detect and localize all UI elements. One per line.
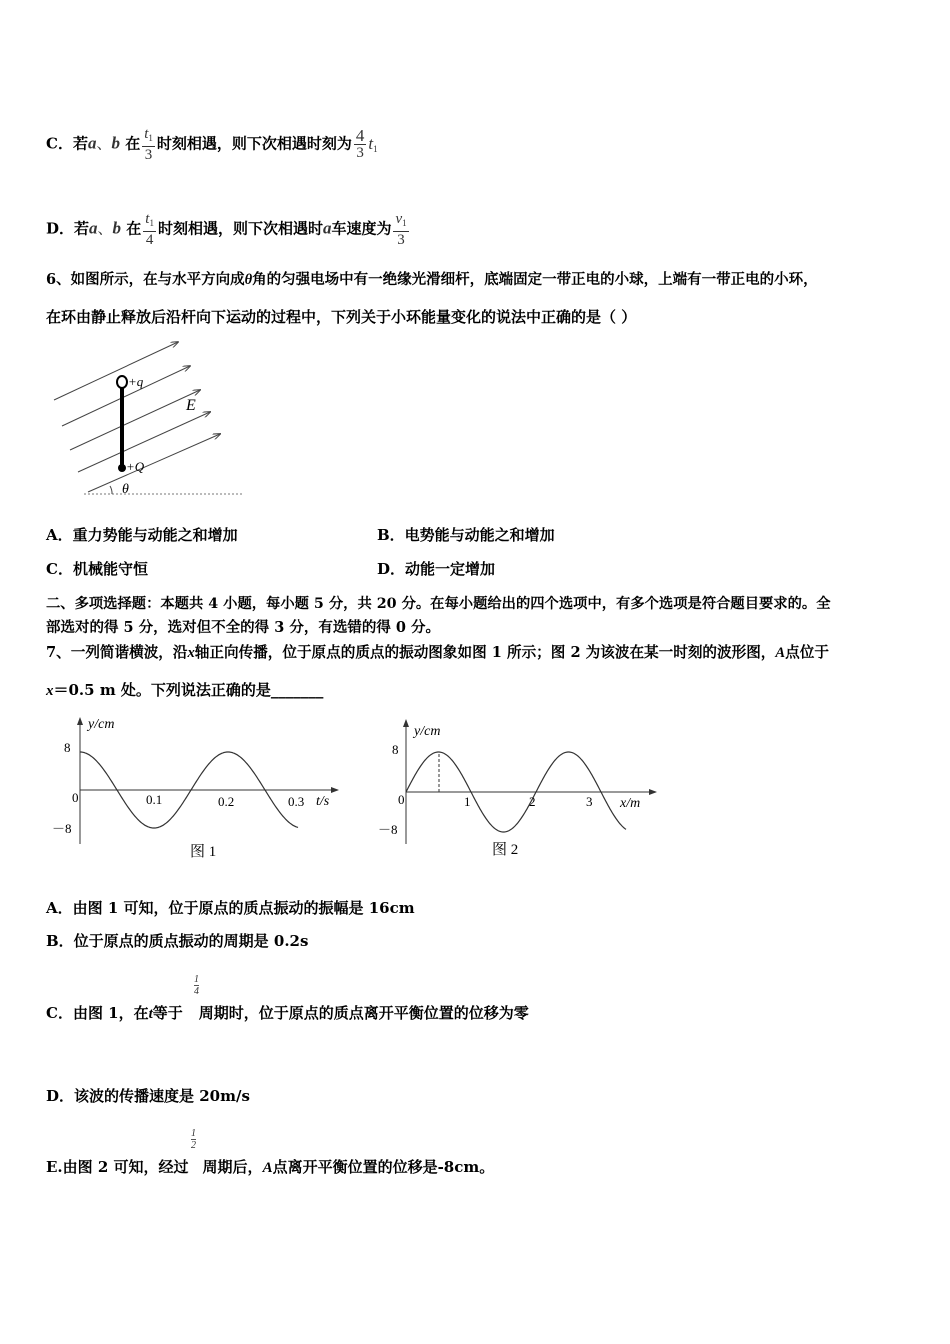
var-a: a: [322, 218, 332, 238]
frac-num: t: [145, 211, 150, 227]
q7-option-e-fraction: [191, 1128, 196, 1151]
stem-text: 6、如图所示，在与水平方向成: [46, 271, 245, 288]
origin-label: 0: [398, 792, 405, 807]
frac-den: 3: [142, 146, 155, 163]
option-text: C．由图 1，在: [46, 1004, 149, 1022]
q7-option-e: [46, 1157, 494, 1178]
option-text: 周期时，位于原点的质点离开平衡位置的位移为零: [198, 1004, 529, 1022]
x-tick: 1: [464, 794, 471, 809]
separator: 、: [96, 134, 112, 153]
x-tick: 0.1: [146, 792, 163, 807]
q7-figure2: [374, 716, 664, 866]
q6-option-a: A．重力势能与动能之和增加: [46, 526, 238, 544]
frac-num: 1: [191, 1128, 196, 1139]
stem-text: 角的匀强电场中有一绝缘光滑细杆，底端固定一带正电的小球，上端有一带正电的小环，: [252, 271, 818, 288]
option-text: E.由图 2 可知，经过: [46, 1158, 189, 1176]
q7-option-a: A．由图 1 可知，位于原点的质点振动的振幅是 16cm: [46, 899, 415, 917]
frac-num: 4: [355, 126, 365, 145]
q7-stem-line2: [46, 680, 323, 701]
frac-den: 4: [143, 231, 156, 248]
option-label: D．若: [46, 219, 90, 238]
frac-den: 4: [194, 986, 199, 997]
y-axis-label: y/cm: [88, 717, 115, 732]
frac-num: v: [395, 211, 403, 227]
q6-stem-line2: [46, 307, 636, 327]
section2-line2: 部选对的得 5 分，选对但不全的得 3 分，有选错的得 0 分。: [46, 619, 441, 636]
label-Q: +Q: [126, 459, 145, 474]
y-tick-minus8: －8: [378, 822, 398, 837]
option-text: 时刻相遇，则下次相遇时: [157, 219, 323, 238]
var-x: x: [187, 645, 195, 661]
frac-sub: 1: [148, 133, 153, 143]
separator: 、: [97, 219, 113, 238]
field-line: [70, 390, 200, 450]
q5-option-c: [46, 126, 378, 163]
x-tick: 2: [529, 794, 536, 809]
y-tick-8: 8: [64, 740, 71, 755]
y-tick-minus8: －8: [52, 821, 72, 836]
label-E: E: [186, 397, 196, 414]
option-text: 时刻相遇，则下次相遇时刻为: [156, 134, 352, 153]
var-sub: 1: [373, 143, 378, 154]
label-theta: θ: [122, 482, 129, 497]
q7-option-d: D．该波的传播速度是 20m/s: [46, 1087, 250, 1105]
option-label: C．若: [46, 134, 88, 153]
y-tick-8: 8: [392, 742, 399, 757]
stem-text: ＝0.5 m 处。下列说法正确的是_______: [53, 681, 324, 699]
var-b: b: [111, 133, 120, 153]
frac-den: 3: [393, 231, 408, 248]
q6-option-c: C．机械能守恒: [46, 560, 148, 578]
x-tick: 0.2: [218, 794, 235, 809]
var-t1: [368, 134, 377, 153]
section2-line1: 二、多项选择题：本题共 4 小题，每小题 5 分，共 20 分。在每小题给出的四个选项中，有多个选项是符合题目要求的。全: [46, 596, 831, 612]
ring: [117, 376, 127, 388]
q7-option-c: [46, 1003, 529, 1024]
x-axis-label: x/m: [620, 796, 641, 811]
var-x: x: [46, 683, 54, 699]
q6-option-b: B．电势能与动能之和增加: [377, 526, 555, 544]
frac-sub: 1: [402, 218, 407, 228]
q7-option-c-fraction: [194, 974, 199, 997]
var-theta: θ: [244, 272, 253, 288]
var-a: a: [87, 133, 97, 153]
x-tick: 3: [586, 794, 593, 809]
frac-num: t: [144, 126, 149, 142]
stem-text: 点位于: [785, 644, 829, 661]
fraction-v1-over-3: [393, 211, 408, 248]
var-A: A: [262, 1160, 273, 1176]
field-line: [62, 366, 190, 426]
q7-stem-line1: [46, 643, 829, 663]
ball: [118, 464, 126, 472]
figure-caption: 图 2: [492, 842, 519, 858]
word-zai: 在: [119, 134, 141, 153]
option-text: 等于: [152, 1004, 183, 1022]
stem-text: 7、一列简谐横波，沿: [46, 644, 188, 661]
option-text: 点离开平衡位置的位移是-8cm。: [272, 1158, 495, 1176]
origin-label: 0: [72, 790, 79, 805]
y-axis-label: y/cm: [414, 724, 441, 739]
x-axis-label: t/s: [316, 794, 330, 809]
q7-figure1: [48, 712, 348, 862]
q5-option-d: [46, 211, 411, 248]
fraction-4-over-3: [354, 128, 367, 161]
stem-text: 轴正向传播，位于原点的质点的振动图象如图 1 所示；图 2 为该波在某一时刻的波形图，: [194, 644, 776, 661]
fraction-t1-over-4: [143, 211, 156, 248]
stem-text: 在环由静止释放后沿杆向下运动的过程中，下列关于小环能量变化的说法中正确的是（ ）: [46, 308, 637, 326]
q6-stem-line1: [46, 270, 818, 290]
q6-field-figure: [48, 338, 248, 498]
angle-arc: [110, 486, 112, 494]
var-a: a: [89, 218, 98, 238]
figure-caption: 图 1: [190, 844, 217, 860]
option-text: 周期后，: [202, 1158, 263, 1176]
q7-option-b: B．位于原点的质点振动的周期是 0.2s: [46, 932, 309, 950]
var-b: b: [112, 218, 122, 238]
frac-den: 3: [354, 144, 367, 161]
label-q: +q: [128, 374, 144, 389]
field-line: [54, 342, 178, 400]
q6-option-d: D．动能一定增加: [377, 560, 496, 578]
field-line: [88, 434, 220, 492]
frac-den: 2: [191, 1140, 196, 1151]
frac-num: 1: [194, 974, 199, 985]
var-t: t: [148, 1006, 153, 1022]
var-A: A: [775, 645, 786, 661]
option-text: 车速度为: [331, 219, 392, 238]
word-zai: 在: [121, 219, 142, 238]
fraction-t1-over-3: [142, 126, 155, 163]
x-tick: 0.3: [288, 794, 305, 809]
frac-sub: 1: [149, 218, 154, 228]
var-t: t: [368, 133, 374, 153]
